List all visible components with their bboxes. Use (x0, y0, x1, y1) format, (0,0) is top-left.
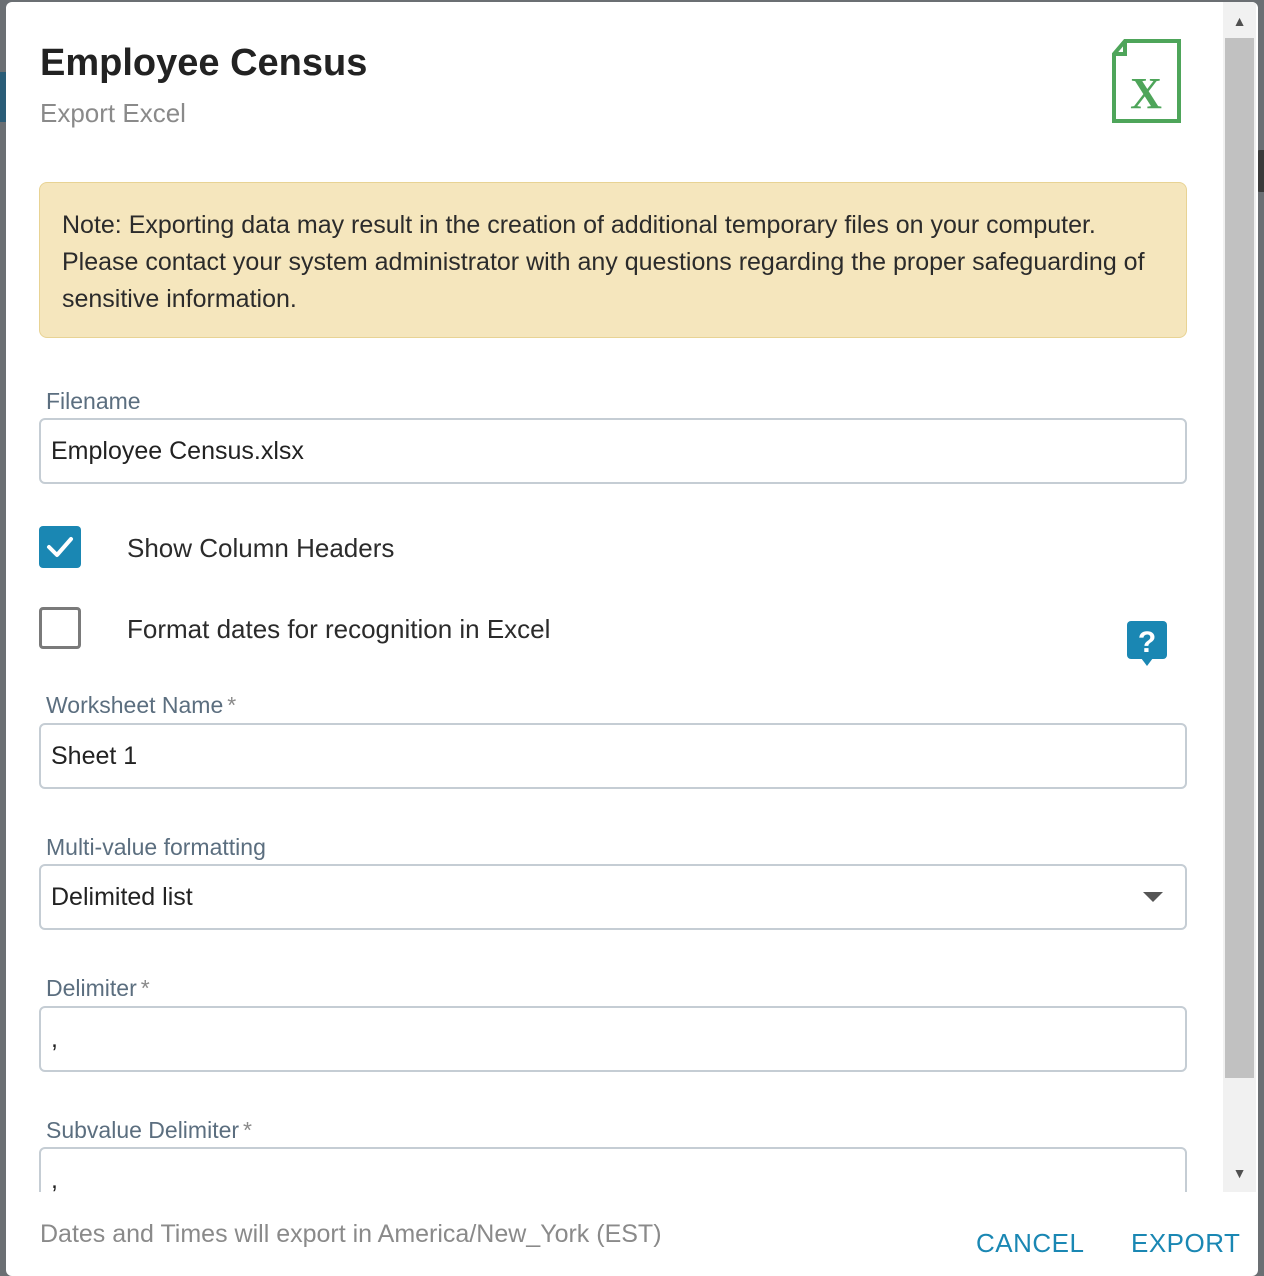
delimiter-input[interactable]: , (39, 1006, 1187, 1072)
filename-label: Filename (46, 388, 141, 414)
scroll-down-icon[interactable]: ▼ (1232, 1165, 1247, 1181)
worksheet-label-text: Worksheet Name (46, 692, 224, 718)
subvalue-delimiter-label-text: Subvalue Delimiter (46, 1117, 240, 1143)
chevron-down-icon (1143, 892, 1163, 902)
show-headers-checkbox[interactable] (39, 526, 81, 568)
export-excel-dialog (6, 2, 1258, 1276)
dialog-scroll-area[interactable] (6, 2, 1222, 1192)
help-icon[interactable] (1126, 620, 1168, 670)
svg-text:X: X (1130, 69, 1162, 118)
delimiter-label (46, 975, 150, 1002)
delimiter-label-text: Delimiter (46, 975, 137, 1001)
scrollbar-thumb[interactable] (1225, 38, 1254, 1078)
worksheet-name-input[interactable]: Sheet 1 (39, 723, 1187, 789)
multivalue-label: Multi-value formatting (46, 834, 266, 860)
svg-text:?: ? (1137, 626, 1157, 659)
dialog-title: Employee Census (40, 42, 368, 84)
dialog-subtitle: Export Excel (40, 98, 186, 128)
filename-input[interactable]: Employee Census.xlsx (39, 418, 1187, 484)
worksheet-label (46, 692, 236, 719)
excel-file-icon (1111, 38, 1181, 124)
subvalue-delimiter-input[interactable]: , (39, 1147, 1187, 1192)
required-marker: * (243, 1117, 252, 1143)
format-dates-label[interactable]: Format dates for recognition in Excel (127, 614, 551, 644)
scroll-up-icon[interactable]: ▲ (1232, 13, 1247, 29)
multivalue-selected: Delimited list (51, 883, 193, 911)
show-headers-label[interactable]: Show Column Headers (127, 533, 395, 563)
multivalue-select[interactable] (39, 864, 1187, 930)
warning-note: Note: Exporting data may result in the creation of additional temporary files on your computer. Please contact your system administrator with any questions regarding the proper safeguarding of sensitive information. (39, 182, 1187, 338)
format-dates-checkbox[interactable] (39, 607, 81, 649)
required-marker: * (227, 692, 237, 718)
required-marker: * (140, 975, 150, 1001)
export-button[interactable]: EXPORT (1131, 1228, 1241, 1258)
cancel-button[interactable]: CANCEL (976, 1228, 1085, 1258)
check-icon (39, 526, 81, 568)
subvalue-delimiter-label (46, 1117, 252, 1144)
timezone-note: Dates and Times will export in America/New_York (EST) (40, 1220, 662, 1248)
